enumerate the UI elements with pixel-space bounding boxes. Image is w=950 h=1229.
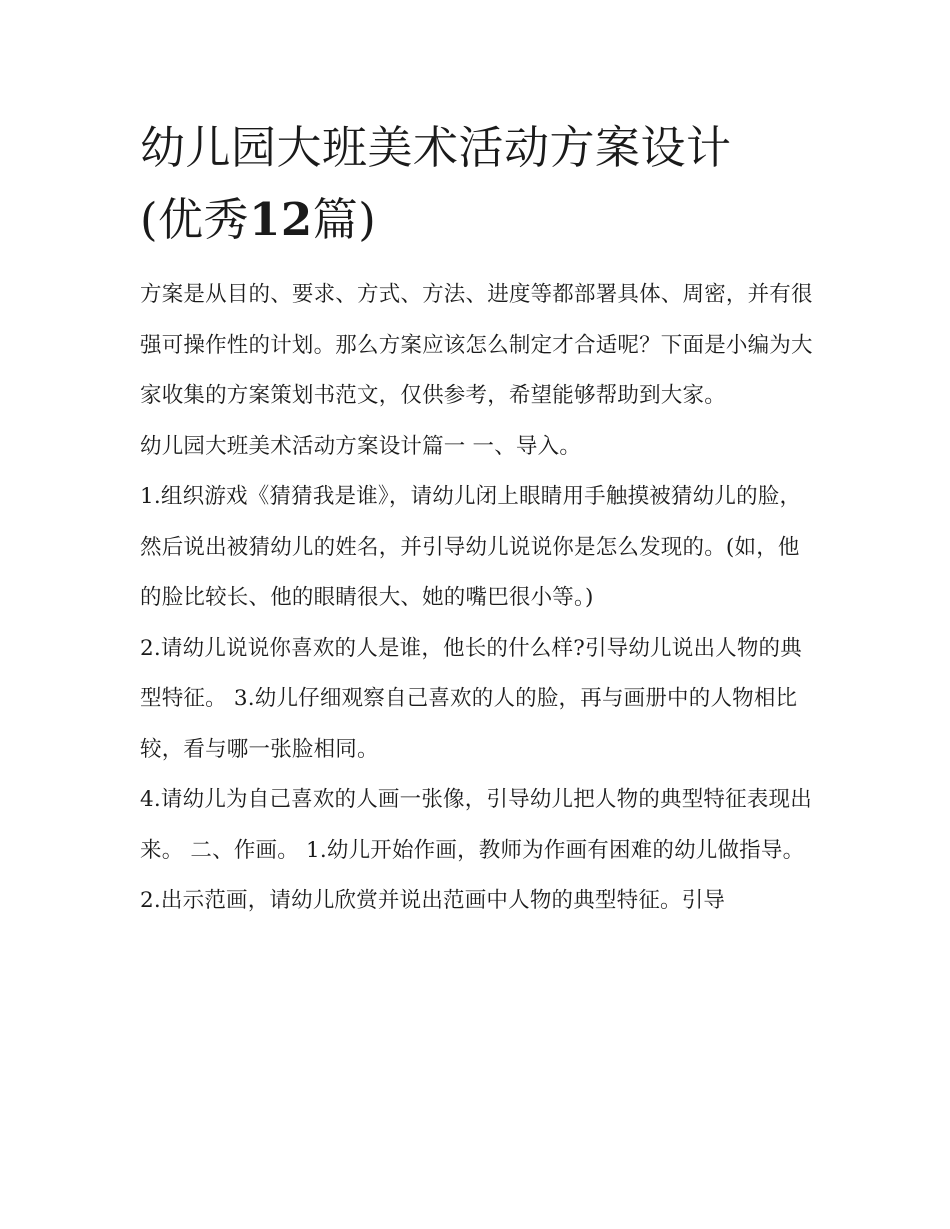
title-line-1: 幼儿园大班美术活动方案设计 [140,121,732,174]
paragraph-intro: 方案是从目的、要求、方式、方法、进度等都部署具体、周密，并有很强可操作性的计划。那么方案应该怎么制定才合适呢？下面是小编为大家收集的方案策划书范文，仅供参考，希望能够帮助到大家。 [140,282,813,408]
paragraph-step-1: 1.组织游戏《猜猜我是谁》，请幼儿闭上眼睛用手触摸被猜幼儿的脸，然后说出被猜幼儿的姓名，并引导幼儿说说你是怎么发现的。(如，他的脸比较长、他的眼睛很大、她的嘴巴很小等。) [140,484,802,610]
title-line-2-open: (优秀 [140,193,250,246]
title-line-2-number: 12 [249,193,313,246]
document-body [140,270,816,927]
document-page [140,112,816,927]
paragraph-step-4: 4.请幼儿为自己喜欢的人画一张像，引导幼儿把人物的典型特征表现出来。 二、作画。 1.幼儿开始作画，教师为作画有困难的幼儿做指导。 [140,787,812,863]
paragraph-section-heading: 幼儿园大班美术活动方案设计篇一 一、导入。 [140,433,582,459]
document-title [140,112,816,256]
paragraph-step-5: 2.出示范画，请幼儿欣赏并说出范画中人物的典型特征。引导 [140,888,726,913]
paragraph-step-2-3: 2.请幼儿说说你喜欢的人是谁，他长的什么样?引导幼儿说出人物的典型特征。 3.幼儿仔细观察自己喜欢的人的脸，再与画册中的人物相比较，看与哪一张脸相同。 [140,635,802,762]
title-line-2-close: 篇) [312,193,377,246]
